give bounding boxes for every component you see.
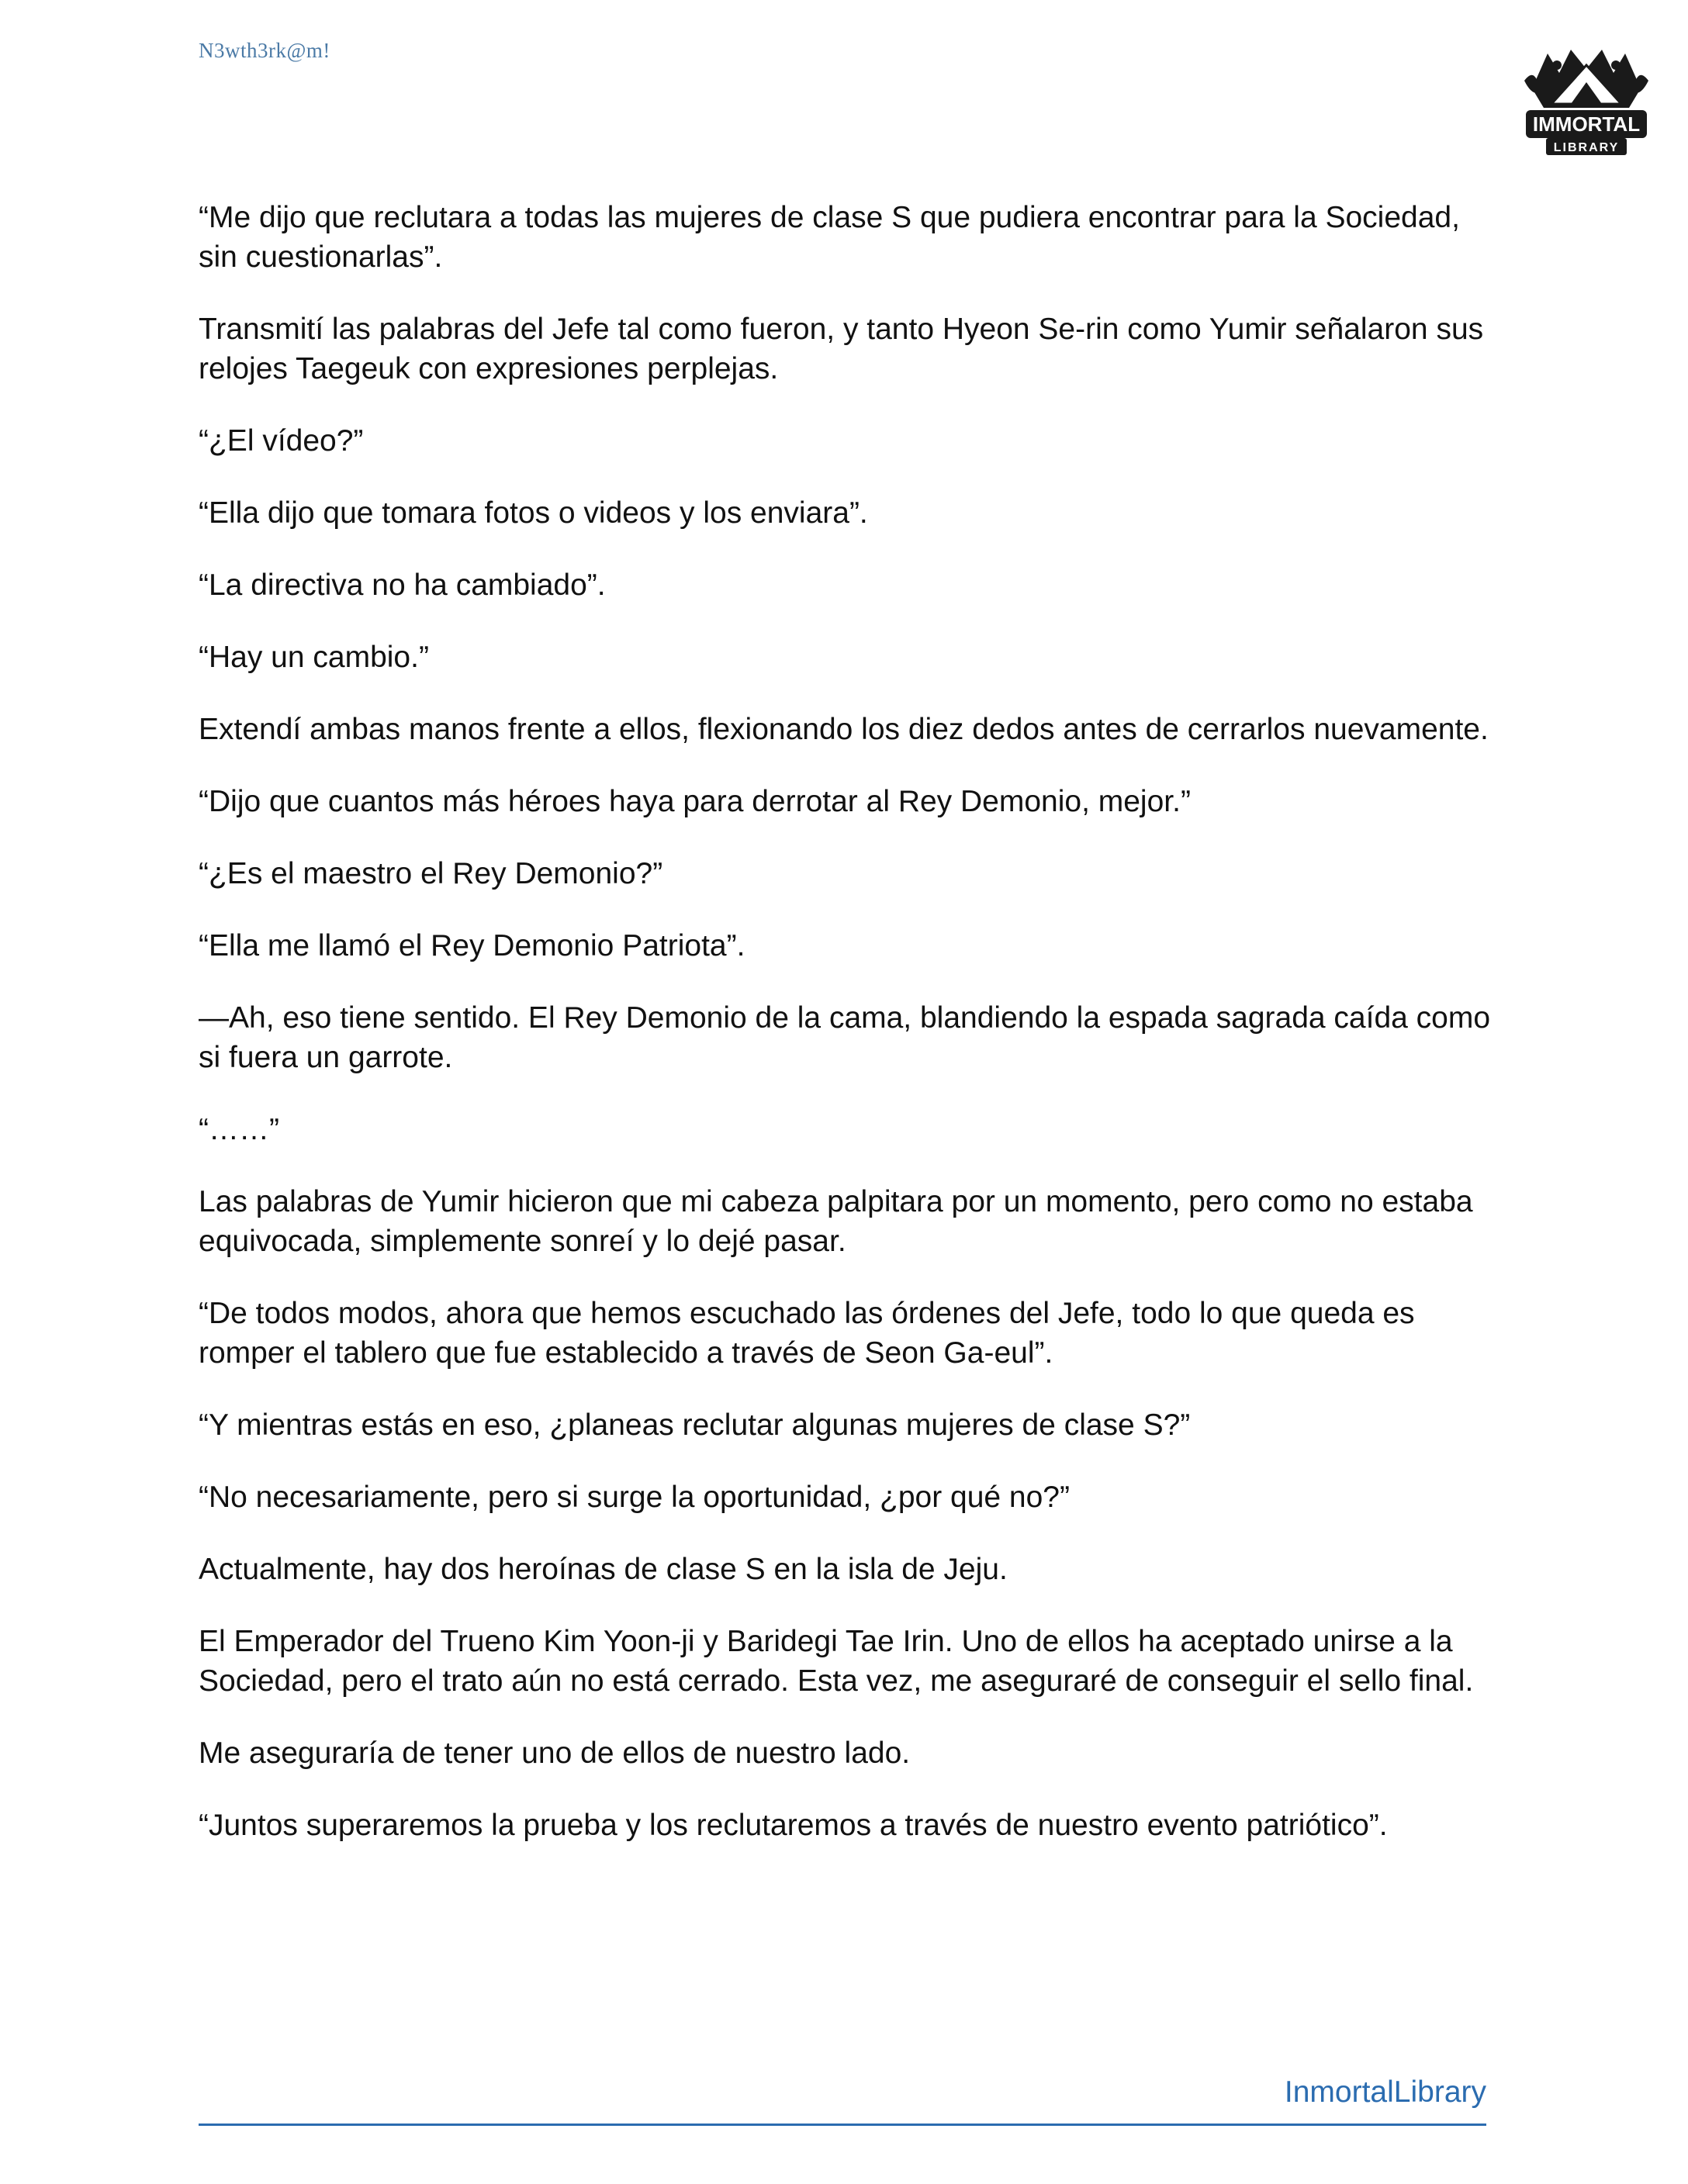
- paragraph: “¿El vídeo?”: [199, 424, 364, 458]
- paragraph: —Ah, eso tiene sentido. El Rey Demonio de la cama, blandiendo la espada sagrada caída como si fuera un garrote.: [199, 1001, 1491, 1074]
- paragraph: Las palabras de Yumir hicieron que mi cabeza palpitara por un momento, pero como no estaba equivocada, simplemente sonreí y lo dejé pasar.: [199, 1185, 1473, 1258]
- paragraph: “Me dijo que reclutara a todas las mujeres de clase S que pudiera encontrar para la Sociedad, sin cuestionarlas”.: [199, 201, 1460, 274]
- paragraph: El Emperador del Trueno Kim Yoon-ji y Baridegi Tae Irin. Uno de ellos ha aceptado unirse a la Sociedad, pero el trato aún no está cerrado. Esta vez, me aseguraré de conseguir el sello final.: [199, 1625, 1474, 1698]
- paragraph: “¿Es el maestro el Rey Demonio?”: [199, 857, 663, 890]
- paragraph: “Hay un cambio.”: [199, 641, 429, 674]
- paragraph: “De todos modos, ahora que hemos escuchado las órdenes del Jefe, todo lo que queda es romper el tablero que fue establecido a través de Seon Ga-eul”.: [199, 1297, 1415, 1370]
- paragraph: Extendí ambas manos frente a ellos, flexionando los diez dedos antes de cerrarlos nuevamente.: [199, 713, 1489, 746]
- paragraph: “Juntos superaremos la prueba y los reclutaremos a través de nuestro evento patriótico”.: [199, 1809, 1388, 1842]
- document-body: [199, 198, 1494, 1878]
- footer-divider: [199, 2124, 1486, 2126]
- watermark-text: N3wth3rk@m!: [199, 39, 330, 62]
- paragraph: “Ella dijo que tomara fotos o videos y los enviara”.: [199, 496, 868, 530]
- paragraph: “Dijo que cuantos más héroes haya para derrotar al Rey Demonio, mejor.”: [199, 785, 1191, 818]
- paragraph: Actualmente, hay dos heroínas de clase S en la isla de Jeju.: [199, 1553, 1008, 1586]
- immortal-library-logo: [1517, 34, 1656, 158]
- paragraph: Transmití las palabras del Jefe tal como fueron, y tanto Hyeon Se-rin como Yumir señalaron sus relojes Taegeuk con expresiones perplejas.: [199, 313, 1484, 385]
- logo-text-bottom: LIBRARY: [1553, 141, 1620, 154]
- footer-link-inmortal-library[interactable]: InmortalLibrary: [1284, 2075, 1486, 2109]
- paragraph: “La directiva no ha cambiado”.: [199, 568, 606, 602]
- paragraph: “No necesariamente, pero si surge la oportunidad, ¿por qué no?”: [199, 1481, 1070, 1514]
- paragraph: Me aseguraría de tener uno de ellos de nuestro lado.: [199, 1736, 911, 1770]
- paragraph: “……”: [199, 1113, 279, 1146]
- logo-text-top: IMMORTAL: [1532, 112, 1641, 136]
- paragraph: “Y mientras estás en eso, ¿planeas reclutar algunas mujeres de clase S?”: [199, 1408, 1191, 1442]
- paragraph: “Ella me llamó el Rey Demonio Patriota”.: [199, 929, 745, 962]
